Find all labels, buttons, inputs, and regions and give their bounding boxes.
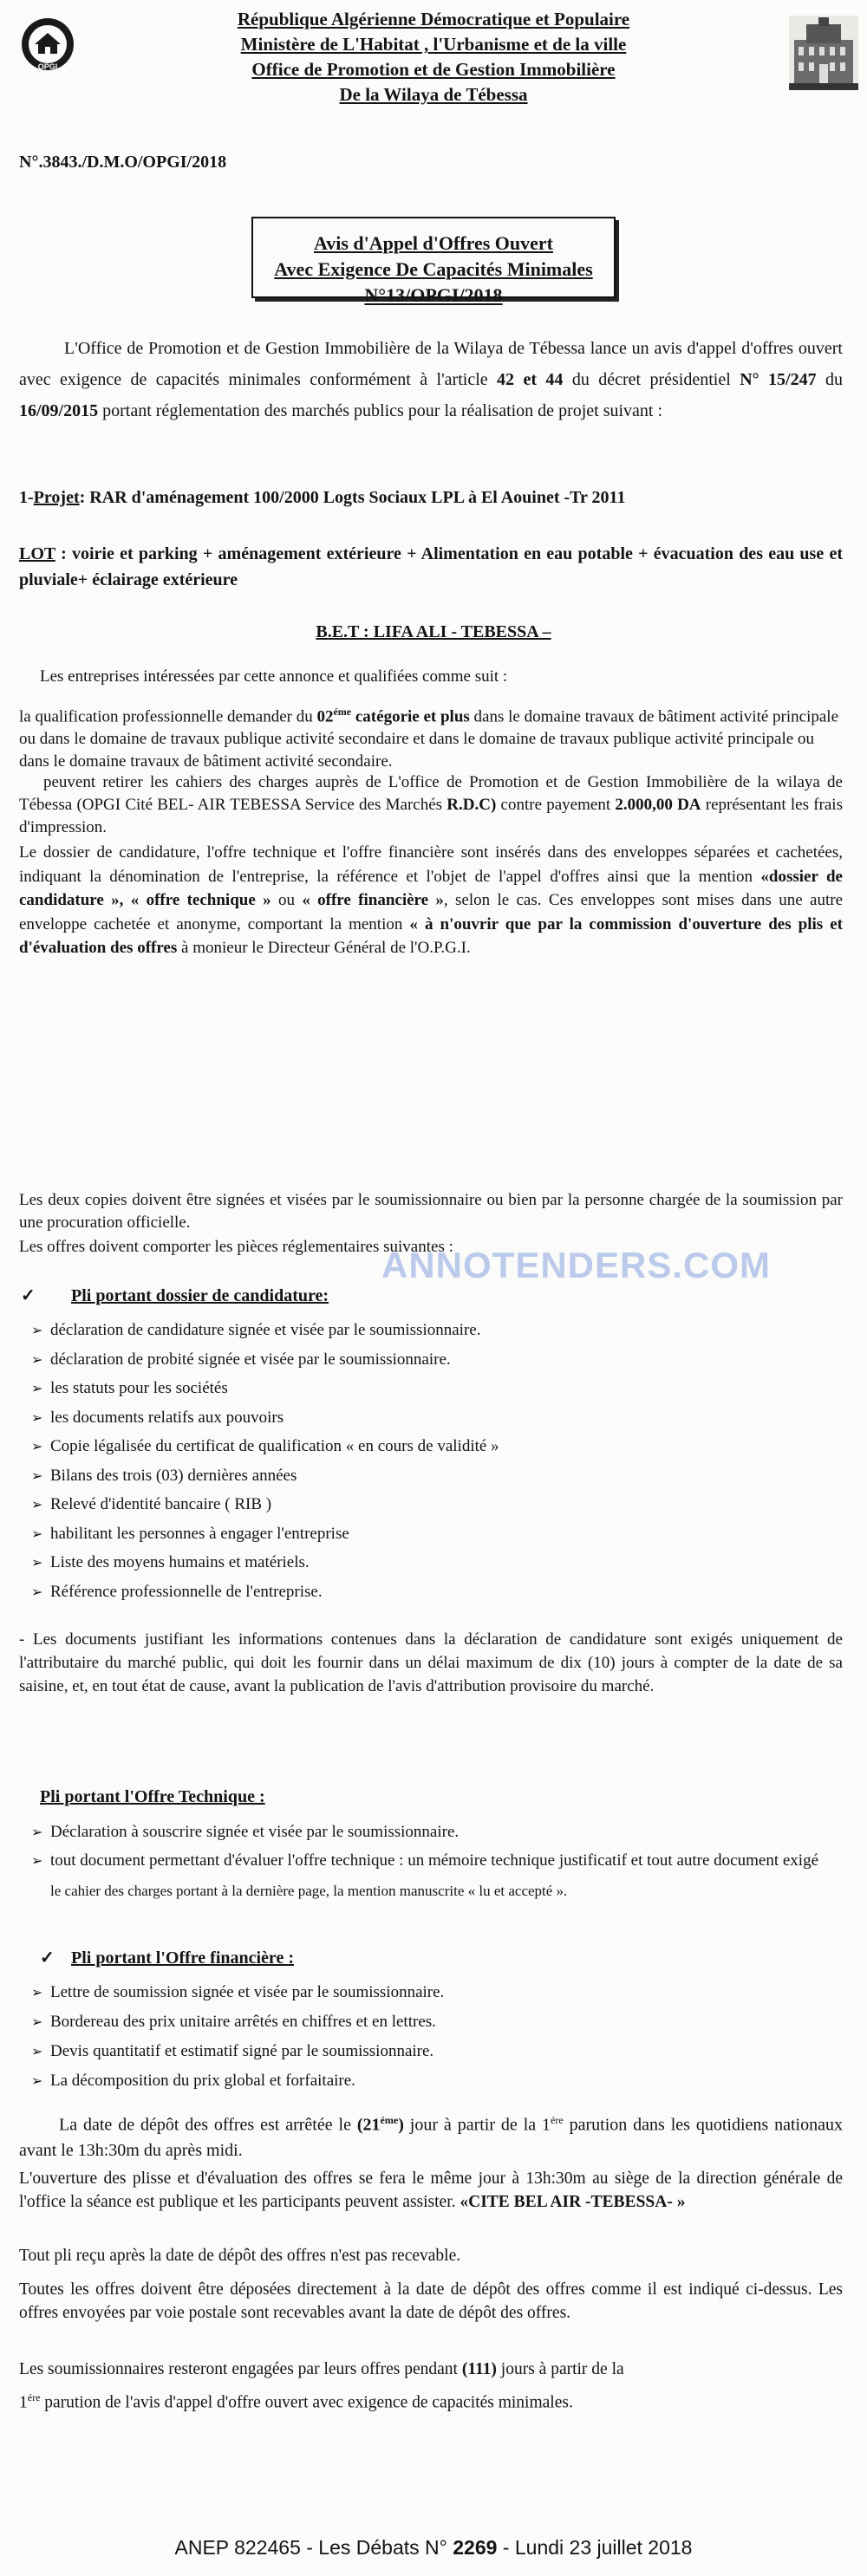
list-item: ➢ déclaration de probité signée et visée par le soumissionnaire. [31, 1345, 838, 1375]
reference-number: N°.3843./D.M.O/OPGI/2018 [19, 153, 227, 172]
copies-paragraph: Les deux copies doivent être signées et visées par le soumissionnaire ou bien par la personne chargée de la soumission par une procuration officielle. [19, 1191, 843, 1232]
header-line-ministry: Ministère de L'Habitat , l'Urbanisme et de la ville [240, 34, 627, 55]
candidature-note: - Les documents justifiant les informations contenues dans la déclaration de candidature sont exigés uniquement de l'attributaire du marché public, qui doit les fournir dans un délai maximum de dix (10) jours à compter de la date de sa saisine, et, en tout état de cause, avant la publication de l'avis d'attribution provisoire du marché. [19, 1630, 843, 1695]
lot-line: LOT : voirie et parking + aménagement extérieure + Alimentation en eau potable + évacuation des eau use et pluviale+ éclairage extérieure [19, 544, 843, 589]
arrow-bullet-icon: ➢ [31, 2072, 43, 2089]
dossier-paragraph: Le dossier de candidature, l'offre technique et l'offre financière sont insérés dans des enveloppes séparées et cachetées, indiquant la dénomination de l'entreprise, la référence et l'objet de l'appel d'offres ainsi que la mention «dossier de candidature », « offre technique » ou « offre financière », selon le cas. Ces enveloppes sont mises dans une autre enveloppe cachetée et anonyme, comportant la mention « à n'ouvrir que par la commission d'ouverture des plis et d'évaluation des offres à monieur le Directeur Général de l'O.P.G.I. [19, 843, 844, 957]
header-line-office: Office de Promotion et de Gestion Immobilière [251, 59, 616, 80]
opgi-logo [19, 16, 76, 73]
technique-list [31, 1820, 838, 1903]
list-item: ➢ Devis quantitatif et estimatif signé par le soumissionnaire. [31, 2037, 838, 2066]
technique-heading: Pli portant l'Offre Technique : [40, 1787, 265, 1806]
engages-paragraph: Les soumissionnaires resteront engagées par leurs offres pendant (111) jours à partir de la $1^{ére}$ parution de l'avis d'appel d'offre ouvert avec exigence de capacités minimales. [19, 2360, 624, 2412]
arrow-bullet-icon: ➢ [31, 1984, 43, 2000]
list-item: ➢ les statuts pour les sociétés [31, 1374, 838, 1403]
candidature-heading: Pli portant dossier de candidature: [71, 1286, 329, 1305]
arrow-bullet-icon: ➢ [31, 1583, 43, 1600]
list-item: ➢ les documents relatifs aux pouvoirs [31, 1403, 838, 1433]
check-icon: ✓ [40, 1948, 55, 1968]
arrow-bullet-icon: ➢ [31, 2013, 43, 2030]
list-item: ➢ Liste des moyens humains et matériels. [31, 1548, 838, 1577]
arrow-bullet-icon: ➢ [31, 1380, 43, 1396]
ouverture-paragraph: L'ouverture des plisse et d'évaluation des offres se fera le même jour à 13h:30m au siège de la direction générale de l'office la séance est publique et les participants peuvent assister. «CITE BEL AIR -TEBESSA- » [19, 2169, 843, 2211]
header-line-republic: République Algérienne Démocratique et Populaire [237, 9, 630, 29]
arrow-bullet-icon: ➢ [31, 1438, 43, 1454]
watermark-text: ANNOTENDERS.COM [381, 1245, 772, 1285]
projet-line: 1-Projet: RAR d'aménagement 100/2000 Logts Sociaux LPL à El Aouinet -Tr 2011 [19, 488, 626, 507]
list-item: ➢ Déclaration à souscrire signée et visée par le soumissionnaire. [31, 1820, 838, 1844]
list-item: ➢ Référence professionnelle de l'entreprise. [31, 1577, 838, 1607]
arrow-bullet-icon: ➢ [31, 1852, 43, 1869]
check-icon: ✓ [21, 1286, 36, 1305]
financiere-heading: Pli portant l'Offre financière : [71, 1948, 294, 1968]
arrow-bullet-icon: ➢ [31, 1824, 43, 1840]
recevable-line: Tout pli reçu après la date de dépôt des offres n'est pas recevable. [19, 2247, 461, 2265]
notice-title-box [251, 217, 616, 306]
intro-paragraph: L'Office de Promotion et de Gestion Immobilière de la Wilaya de Tébessa lance un avis d'appel d'offres ouvert avec exigence de capacités minimales conformément à l'article 42 et 44 du décret présidentiel N° 15/247 du 16/09/2015 portant réglementation des marchés publics pour la réalisation de projet suivant : [19, 339, 843, 420]
pieces-line: Les offres doivent comporter les pièces réglementaires suivantes : [19, 1238, 453, 1256]
technique-extra: le cahier des charges portant à la dernière page, la mention manuscrite « lu et accepté ». [50, 1883, 568, 1899]
depot-paragraph: La date de dépôt des offres est arrêtée le $(21^{éme})$ jour à partir de la $1^{ére}$ parution dans les quotidiens nationaux avant le 13h:30m du après midi. [19, 2114, 843, 2160]
list-item: ➢ Copie légalisée du certificat de qualification « en cours de validité » [31, 1432, 838, 1461]
svg-text:OPGI: OPGI [37, 62, 58, 71]
arrow-bullet-icon: ➢ [31, 2043, 43, 2059]
qualif-intro: Les entreprises intéressées par cette annonce et qualifiées comme suit : [40, 667, 508, 686]
arrow-bullet-icon: ➢ [31, 1496, 43, 1512]
list-item: ➢ tout document permettant d'évaluer l'offre technique : un mémoire technique justificatif et tout autre document exigé [31, 1849, 838, 1872]
header-line-wilaya: De la Wilaya de Tébessa [339, 84, 528, 105]
list-item: ➢ déclaration de candidature signée et visée par le soumissionnaire. [31, 1316, 838, 1345]
publication-footer: ANEP 822465 - Les Débats N° 2269 - Lundi 23 juillet 2018 [174, 2536, 693, 2559]
bet-line: B.E.T : LIFA ALI - TEBESSA – [316, 622, 551, 641]
list-item: ➢ habilitant les personnes à engager l'entreprise [31, 1519, 838, 1549]
list-item: ➢ La décomposition du prix global et forfaitaire. [31, 2066, 838, 2096]
arrow-bullet-icon: ➢ [31, 1554, 43, 1571]
arrow-bullet-icon: ➢ [31, 1408, 43, 1426]
arrow-bullet-icon: ➢ [31, 1350, 43, 1368]
list-item: ➢ Lettre de soumission signée et visée par le soumissionnaire. [31, 1978, 838, 2007]
list-item: ➢ Bilans des trois (03) dernières années [31, 1461, 838, 1491]
arrow-bullet-icon: ➢ [31, 1322, 43, 1338]
title-line-1: Avis d'Appel d'Offres Ouvert [313, 232, 554, 254]
arrow-bullet-icon: ➢ [31, 1525, 43, 1542]
header-block [130, 7, 737, 107]
deposees-paragraph: Toutes les offres doivent être déposées directement à la date de dépôt des offres comme il est indiqué ci-dessus. Les offres envoyées par voie postale sont recevables avant la date de dépôt des offres. [19, 2280, 843, 2322]
list-item: ➢ Relevé d'identité bancaire ( RIB ) [31, 1490, 838, 1519]
candidature-list [31, 1316, 838, 1606]
qualif-paragraph: la qualification professionnelle demander du $02^{éme}$ catégorie et plus dans le domaine travaux de bâtiment activité principale ou dans le domaine de travaux publique activité secondaire et dans le domaine de travaux publique activité principale ou dans le domaine travaux de bâtiment activité secondaire. [19, 706, 839, 771]
retrait-paragraph: peuvent retirer les cahiers des charges auprès de L'office de Promotion et de Gestion Immobilière de la wilaya de Tébessa (OPGI Cité BEL- AIR TEBESSA Service des Marchés R.D.C) contre payement 2.000,00 DA représentant les frais d'impression. [19, 773, 843, 836]
financiere-list [31, 1978, 838, 2096]
arrow-bullet-icon: ➢ [31, 1467, 43, 1484]
title-line-2: Avec Exigence De Capacités Minimales N°13/OPGI/2018 [274, 258, 593, 306]
list-item: ➢ Bordereau des prix unitaire arrêtés en chiffres et en lettres. [31, 2007, 838, 2037]
building-image [789, 16, 858, 90]
